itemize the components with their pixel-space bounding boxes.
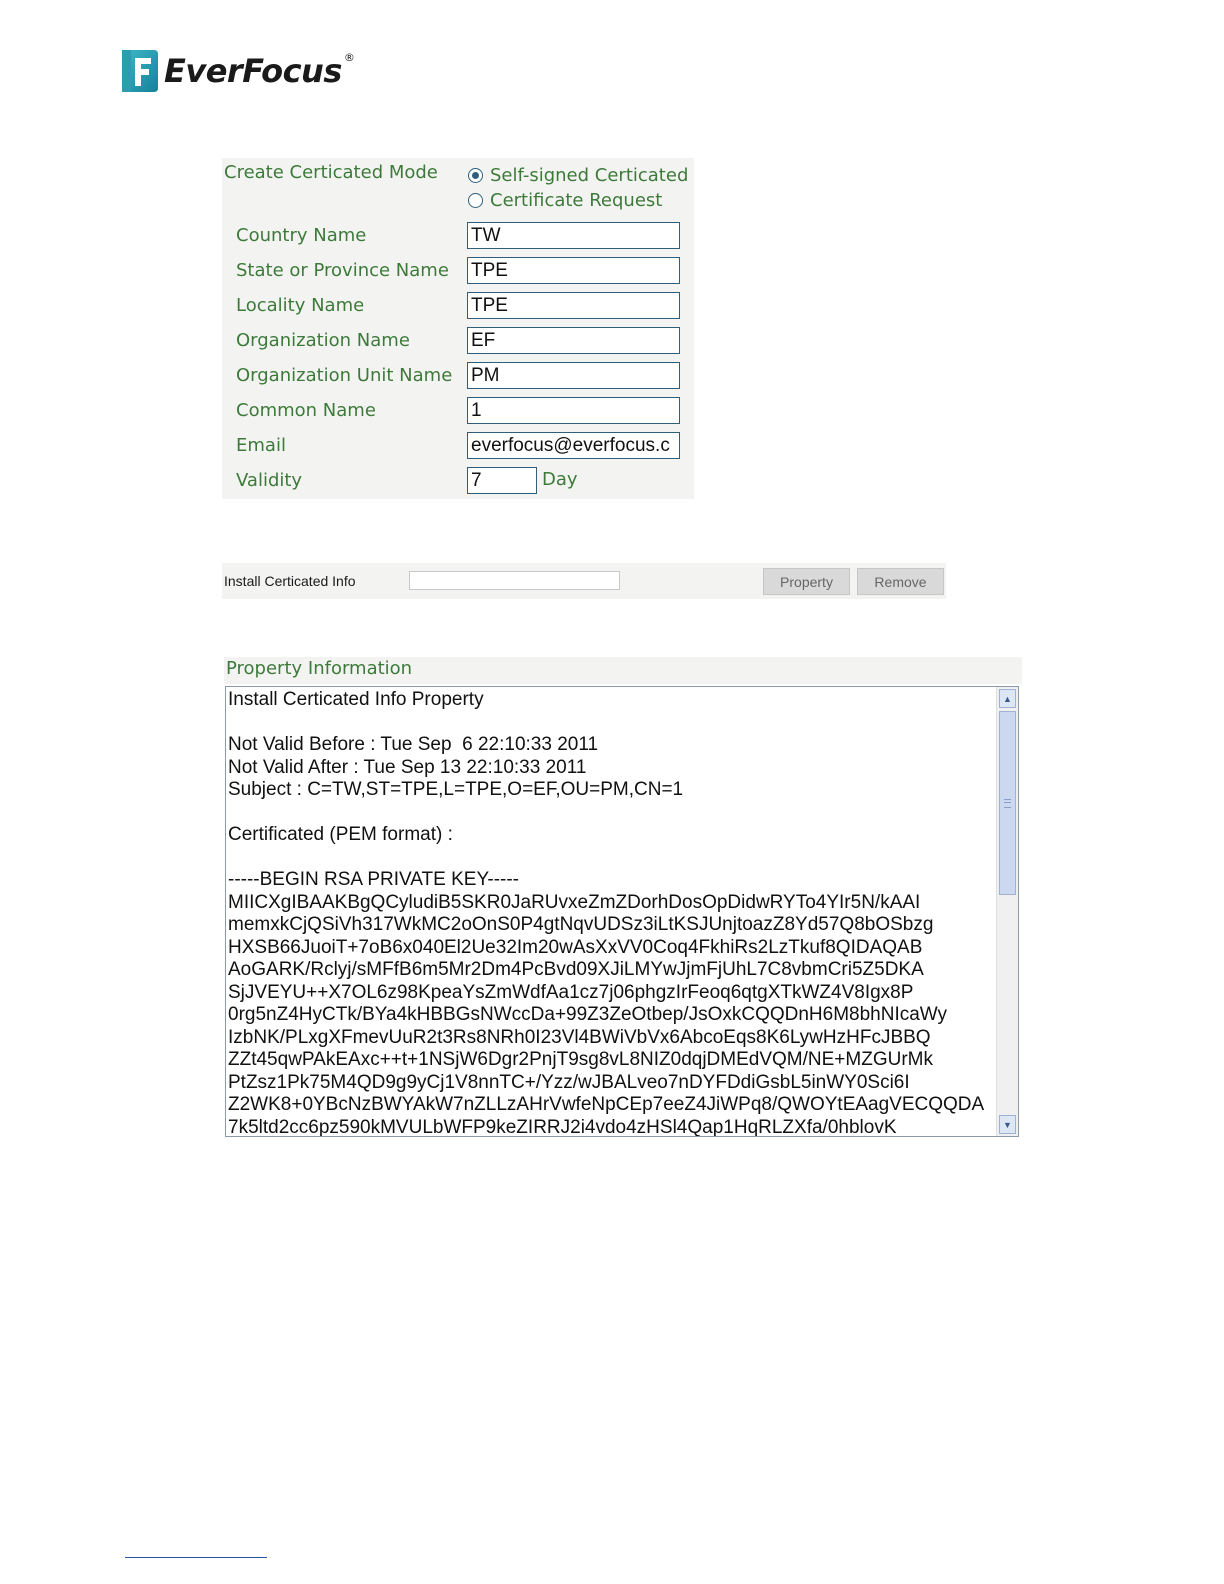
grip-icon	[1004, 799, 1011, 808]
radio-self-signed[interactable]	[468, 165, 688, 186]
locality-name-label: Locality Name	[236, 295, 365, 316]
create-mode-label: Create Certicated Mode	[224, 162, 438, 183]
radio-self-signed-label[interactable]: Self-signed Certicated	[490, 165, 689, 186]
property-information-header	[224, 657, 1022, 684]
scroll-up-icon[interactable]: ▲	[999, 689, 1016, 708]
country-name-label: Country Name	[236, 225, 367, 246]
validity-input[interactable]: 7	[467, 467, 537, 494]
footer-divider	[125, 1557, 267, 1558]
organization-unit-input[interactable]: PM	[467, 362, 680, 389]
brand-name: EverFocus	[164, 52, 342, 90]
property-information-text: Install Certicated Info Property Not Valid Before : Tue Sep 6 22:10:33 2011 Not Valid After : Tue Sep 13 22:10:33 2011 Subject : C=TW,ST=TPE,L=TPE,O=EF,OU=PM,CN=1 Certificated (PEM format) : -----BEGIN RSA PRIVATE KEY----- MIICXgIBAAKBgQCyludiB5SKR0JaRUvxeZmZDorhDosOpDidwRYTo4YIr5N/kAAI memxkCjQSiVh317WkMC2oOnS0P4gtNqvUDSz3iLtKSJUnjtoazZ8Yd57Q8bOSbzg HXSB66JuoiT+7oB6x040El2Ue32Im20wAsXxVV0Coq4FkhiRs2LzTkuf8QIDAQAB AoGARK/Rclyj/sMFfB6m5Mr2Dm4PcBvd09XJiLMYwJjmFjUhL7C8vbmCri5Z5DKA SjJVEYU++X7OL6z98KpeaYsZmWdfAa1cz7j06phgzIrFeoq6qtgXTkWZ4V8Igx8P 0rg5nZ4HyCTk/BYa4kHBBGsNWccDa+99Z3ZeOtbep/JsOxkCQQDnH6M8bhNIcaWy IzbNK/PLxgXFmevUuR2t3Rs8NRh0I23Vl4BWiVbVx6AbcoEqs8K6LywHzHFcJBBQ ZZt45qwPAkEAxc++t+1NSjW6Dgr2PnjT9sg8vL8NIZ0dqjDMEdVQM/NE+MZGUrMk PtZsz1Pk75M4QD9g9yCj1V8nnTC+/Yzz/wJBALveo7nDYFDdiGsbL5inWY0Sci6I Z2WK8+0YBcNzBWYAkW7nZLLzAHrVwfeNpCEp7eeZ4JiWPq8/QWOYtEAagVECQQDA 7k5ltd2cc6pz590kMVULbWFP9keZIRRJ2i4vdo4zHSl4Qap1HqRLZXfa/0hblovK	[228, 689, 985, 1137]
property-information-title: Property Information	[226, 658, 413, 679]
install-certificate-bar	[222, 563, 946, 599]
radio-certificate-request-label[interactable]: Certificate Request	[490, 190, 663, 211]
state-province-label: State or Province Name	[236, 260, 449, 281]
radio-certificate-request-button[interactable]	[468, 193, 483, 208]
remove-button[interactable]: Remove	[857, 568, 944, 595]
install-certicated-info-input[interactable]	[409, 571, 620, 590]
locality-name-input[interactable]: TPE	[467, 292, 680, 319]
common-name-input[interactable]: 1	[467, 397, 680, 424]
organization-name-label: Organization Name	[236, 330, 410, 351]
organization-name-input[interactable]: EF	[467, 327, 680, 354]
common-name-label: Common Name	[236, 400, 376, 421]
state-province-input[interactable]: TPE	[467, 257, 680, 284]
email-input[interactable]: everfocus@everfocus.c	[467, 432, 680, 459]
everfocus-logo	[120, 48, 355, 94]
registered-mark: ®	[343, 50, 355, 64]
install-certicated-info-label: Install Certicated Info	[224, 573, 356, 589]
email-label: Email	[236, 435, 286, 456]
validity-unit-label: Day	[542, 469, 578, 490]
vertical-scrollbar[interactable]	[996, 687, 1018, 1136]
organization-unit-label: Organization Unit Name	[236, 365, 453, 386]
everfocus-logo-mark-icon	[120, 48, 160, 94]
validity-label: Validity	[236, 470, 303, 491]
radio-certificate-request[interactable]	[468, 190, 662, 211]
certificate-form	[222, 158, 694, 499]
scroll-down-icon[interactable]: ▼	[999, 1115, 1016, 1134]
country-name-input[interactable]: TW	[467, 222, 680, 249]
scrollbar-thumb[interactable]	[999, 711, 1016, 895]
property-information-textarea[interactable]	[225, 686, 1019, 1137]
radio-self-signed-button[interactable]	[468, 168, 483, 183]
property-button[interactable]: Property	[763, 568, 850, 595]
